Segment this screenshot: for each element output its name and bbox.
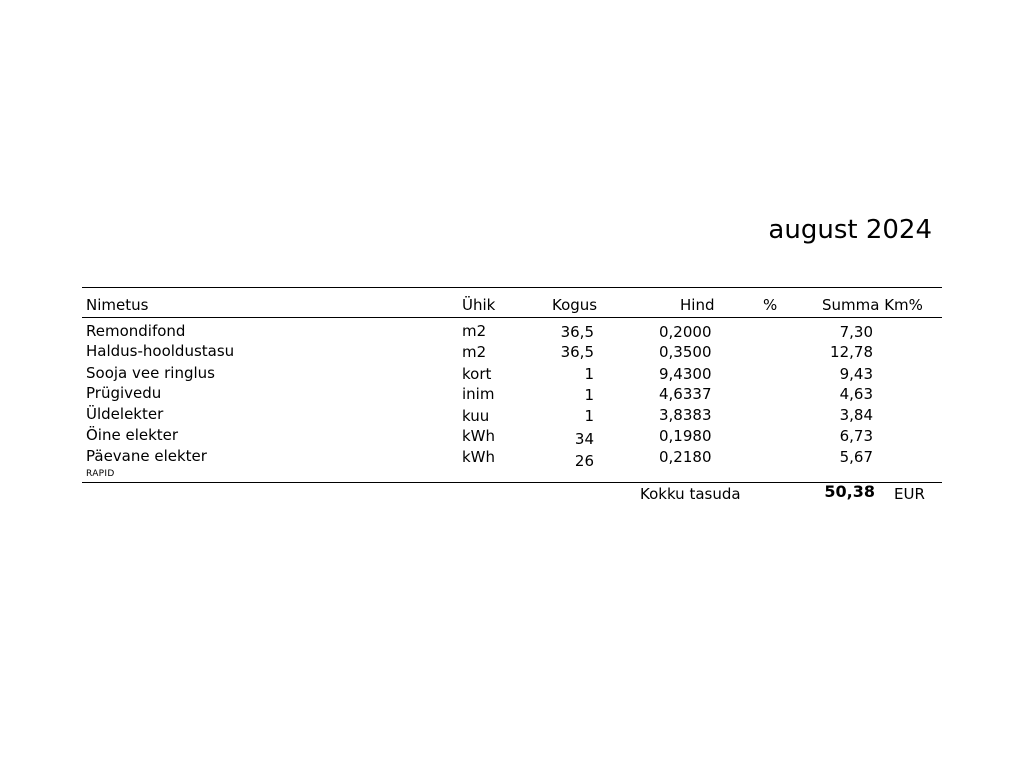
- header-name: Nimetus: [86, 296, 149, 314]
- row-sum: 4,63: [839, 385, 873, 403]
- row-quantity: 1: [584, 386, 594, 404]
- row-name: Sooja vee ringlus: [86, 364, 215, 382]
- row-quantity: 1: [584, 407, 594, 425]
- row-price: 4,6337: [659, 385, 712, 403]
- row-name: Üldelekter: [86, 405, 164, 423]
- row-name: Päevane elekter: [86, 447, 207, 465]
- row-unit: m2: [462, 343, 487, 361]
- row-quantity: 26: [574, 452, 594, 470]
- row-price: 0,2180: [659, 448, 712, 466]
- row-price: 9,4300: [659, 365, 712, 383]
- table-top-rule: [82, 287, 942, 288]
- row-unit: kort: [462, 365, 492, 383]
- table-header-rule: [82, 317, 942, 318]
- header-percent: %: [763, 296, 778, 314]
- row-price: 0,1980: [659, 427, 712, 445]
- row-unit: m2: [462, 322, 487, 340]
- row-sum: 7,30: [839, 323, 873, 341]
- row-quantity: 36,5: [560, 323, 594, 341]
- row-price: 0,3500: [659, 343, 712, 361]
- total-value: 50,38: [824, 482, 875, 501]
- row-name: Remondifond: [86, 322, 186, 340]
- row-sum: 3,84: [839, 406, 873, 424]
- row-sum: 12,78: [830, 343, 873, 361]
- row-sum: 5,67: [839, 448, 873, 466]
- header-unit: Ühik: [462, 296, 496, 314]
- row-unit: inim: [462, 385, 495, 403]
- table-bottom-rule: [82, 482, 942, 483]
- row-name: Prügivedu: [86, 384, 162, 402]
- row-unit: kWh: [462, 448, 496, 466]
- billing-period: august 2024: [768, 215, 932, 245]
- row-quantity: 34: [574, 430, 594, 448]
- total-currency: EUR: [894, 485, 925, 503]
- row-quantity: 36,5: [560, 343, 594, 361]
- row-unit: kuu: [462, 407, 490, 425]
- total-label: Kokku tasuda: [640, 485, 741, 503]
- row-price: 0,2000: [659, 323, 712, 341]
- row-name: Haldus-hooldustasu: [86, 342, 235, 360]
- header-sum-vat: Summa Km%: [822, 296, 923, 314]
- header-price: Hind: [680, 296, 715, 314]
- row-sum: 6,73: [839, 427, 873, 445]
- row-name: Öine elekter: [86, 426, 179, 444]
- row-price: 3,8383: [659, 406, 712, 424]
- row-sum: 9,43: [839, 365, 873, 383]
- header-quantity: Kogus: [552, 296, 598, 314]
- row-unit: kWh: [462, 427, 496, 445]
- row-quantity: 1: [584, 365, 594, 383]
- table-note: RAPID: [86, 469, 115, 479]
